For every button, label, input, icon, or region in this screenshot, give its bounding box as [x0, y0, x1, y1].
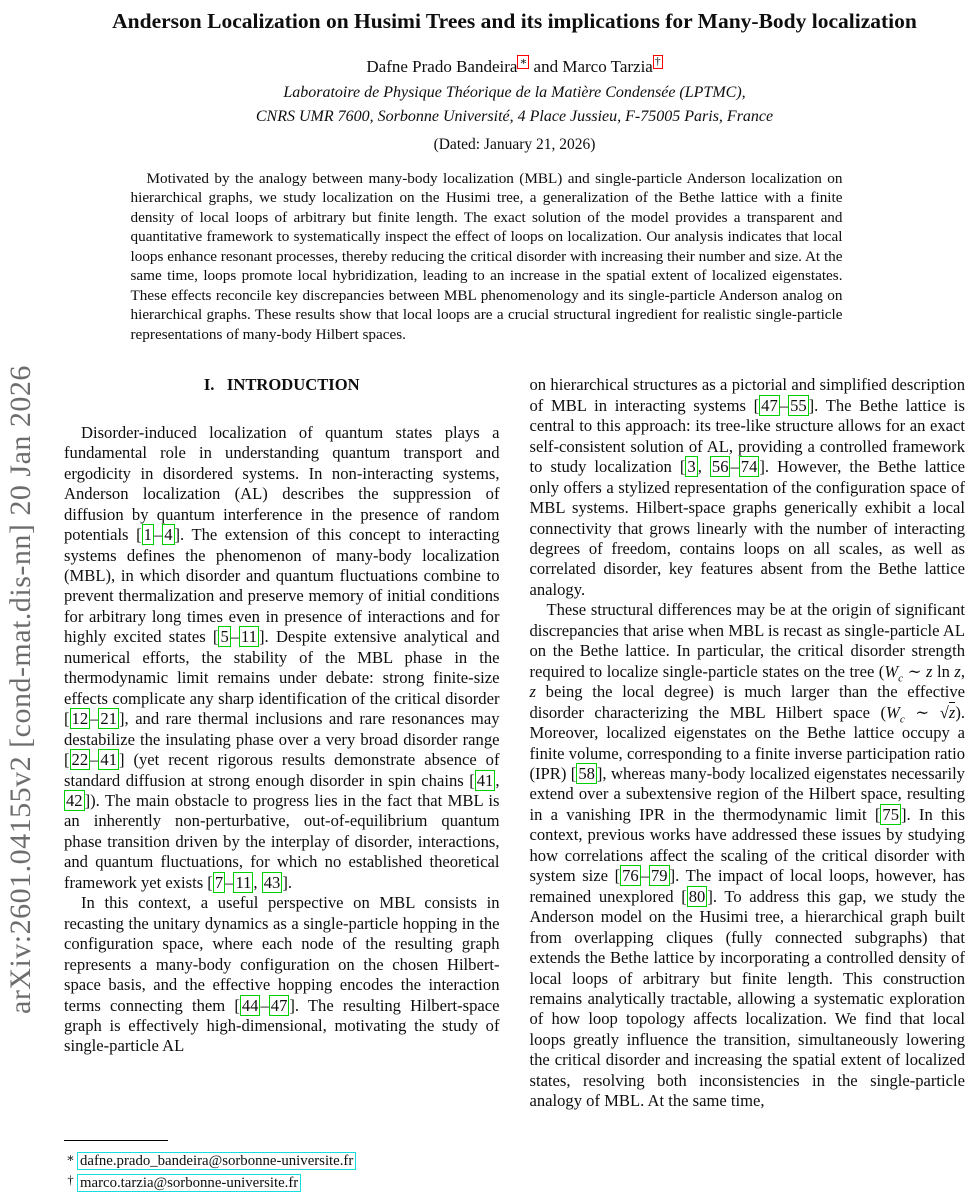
citation-link[interactable]: 47: [270, 995, 288, 1015]
footnote-list: [64, 1150, 500, 1193]
footnote-symbol: †: [67, 1172, 74, 1187]
citation-link[interactable]: 21: [100, 709, 118, 729]
citation-link[interactable]: 56: [711, 457, 729, 477]
paper-header: [64, 0, 965, 154]
email-link[interactable]: dafne.prado_bandeira@sorbonne-universite.fr: [77, 1152, 356, 1170]
citation-link[interactable]: 11: [235, 872, 252, 892]
footnote: [64, 1172, 500, 1194]
citation-link[interactable]: 76: [622, 866, 639, 886]
authors-line: Dafne Prado Bandeira ∗ and Marco Tarzia †: [366, 55, 661, 76]
citation-link[interactable]: 4: [164, 525, 173, 545]
citation-link[interactable]: 74: [740, 457, 758, 477]
section-heading: I. INTRODUCTION: [203, 375, 360, 395]
author-note-link[interactable]: †: [654, 55, 661, 68]
citation-link[interactable]: 3: [687, 457, 696, 477]
citation-link[interactable]: 43: [263, 872, 281, 892]
affiliation-line-1: Laboratoire de Physique Théorique de la Matière Condensée (LPTMC),: [283, 83, 746, 101]
email-link[interactable]: marco.tarzia@sorbonne-universite.fr: [77, 1174, 301, 1192]
citation-link[interactable]: 22: [71, 750, 89, 770]
right-column: [530, 375, 966, 1193]
citation-link[interactable]: 55: [790, 395, 807, 415]
paper-title: Anderson Localization on Husimi Trees and its implications for Many-Body localization: [112, 9, 917, 33]
author-note-link[interactable]: ∗: [519, 55, 528, 68]
two-column-body: [64, 375, 965, 1193]
citation-link[interactable]: 12: [71, 709, 89, 729]
body-paragraph: on hierarchical structures as a pictorial and simplified description of MBL in interacting systems [ 47 – 55 ]. The Bethe lattice is central to this approach: its tree-like structure allows for an exact self-consistent solution of AL, providing a controlled framework to study localization [ 3 , 56 – 74 ]. However, the Bethe lattice only offers a stylized representation of the configuration space of MBL systems. Hilbert-space graphs generically exhibit a local connectivity that grows linearly with the number of interacting degrees of freedom, contains loops on all scales, as well as correlated disorder, key features absent from the Bethe lattice analogy.: [529, 375, 965, 599]
citation-link[interactable]: 1: [143, 525, 152, 545]
citation-link[interactable]: 79: [651, 866, 668, 886]
citation-link[interactable]: 41: [476, 770, 494, 790]
arxiv-watermark: arXiv:2601.04155v2 [cond-mat.dis-nn] 20 Jan 2026: [4, 365, 37, 1014]
left-column: [64, 375, 500, 1193]
citation-link[interactable]: 47: [761, 395, 778, 415]
sqrt-expression: √z: [939, 702, 956, 722]
citation-link[interactable]: 42: [66, 790, 83, 810]
citation-link[interactable]: 44: [241, 995, 259, 1015]
body-paragraph: In this context, a useful perspective on MBL consists in recasting the unitary dynamics as a single-particle hopping in the configuration space, where each node of the resulting graph represents a many-body configuration on the chosen Hilbert-space basis, and the effective hopping encodes the interaction terms connecting them [ 44 – 47 ]. The resulting Hilbert-space graph is effectively high-dimensional, motivating the study of single-particle AL: [64, 893, 500, 1056]
footnote-symbol: ∗: [66, 1150, 75, 1165]
citation-link[interactable]: 58: [578, 763, 595, 783]
abstract: Motivated by the analogy between many-body localization (MBL) and single-particle Anderson localization on hierarchical graphs, we study localization on the Husimi tree, a generalization of the Bethe lattice with a finite density of local loops of arbitrary but finite length. The exact solution of the model provides a transparent and quantitative framework to systematically inspect the effect of loops on localization. Our analysis indicates that local loops enhance resonant processes, thereby reducing the critical disorder with increasing their number and size. At the same time, loops promote local hybridization, leading to an increase in the spatial extent of localized eigenstates. These effects reconcile key discrepancies between MBL phenomenology and its single-particle Anderson analog on hierarchical graphs. These results show that local loops are a crucial structural ingredient for realistic single-particle representations of many-body Hilbert spaces.: [130, 169, 843, 343]
body-paragraph: Disorder-induced localization of quantum states plays a fundamental role in understanding quantum transport and ergodicity in disordered systems. In non-interacting systems, Anderson localization (AL) describes the suppression of diffusion by quantum interference in the presence of random potentials [ 1 – 4 ]. The extension of this concept to interacting systems defines the phenomenon of many-body localization (MBL), in which disorder and quantum fluctuations combine to prevent thermalization and preserve memory of initial conditions for arbitrary long times even in presence of interactions and for highly excited states [ 5 – 11 ]. Despite extensive analytical and numerical efforts, the stability of the MBL phase in the thermodynamic limit remains under debate: strong finite-size effects complicate any sharp identification of the critical disorder [ 12 – 21 ], and rare thermal inclusions and rare resonances may destabilize the insulating phase over a very broad disorder range [ 22 – 41 ] (yet recent rigorous results demonstrate absence of standard diffusion at strong enough disorder in spin chains [ 41 , 42 ]). The main obstacle to progress lies in the fact that MBL is an inherently non-perturbative, out-of-equilibrium quantum phase transition driven by the interplay of disorder, interactions, and quantum fluctuations, for which no established theoretical framework yet exists [ 7 – 11 , 43 ].: [64, 422, 500, 892]
footnote: [64, 1150, 500, 1172]
citation-link[interactable]: 41: [100, 750, 118, 770]
citation-link[interactable]: 75: [882, 804, 899, 824]
affiliation-line-2: CNRS UMR 7600, Sorbonne Université, 4 Place Jussieu, F-75005 Paris, France: [255, 107, 774, 125]
footnote-rule: [64, 1140, 168, 1141]
citation-link[interactable]: 80: [688, 886, 706, 906]
date-line: (Dated: January 21, 2026): [433, 135, 596, 153]
footnote-block: [64, 1140, 500, 1193]
citation-link[interactable]: 5: [220, 627, 229, 647]
citation-link[interactable]: 11: [241, 627, 258, 647]
citation-link[interactable]: 7: [214, 872, 224, 892]
body-paragraph: These structural differences may be at the origin of significant discrepancies that arise when MBL is recast as single-particle AL on the Bethe lattice. In particular, the critical disorder strength required to localize single-particle states on the tree ($W_c$ ∼ z ln z, z being the local degree) is much larger than the effective disorder characterizing the MBL Hilbert space ($W_c$ ∼ √z). Moreover, localized eigenstates on the Bethe lattice occupy a finite volume, corresponding to a finite inverse participation ratio (IPR) [ 58 ], whereas many-body localized eigenstates necessarily extend over a subextensive region of the Hilbert space, resulting in a vanishing IPR in the thermodynamic limit [ 75 ]. In this context, previous works have addressed these issues by studying how correlations affect the scaling of the critical disorder with system size [ 76 – 79 ]. The impact of local loops, however, has remained unexplored [ 80 ]. To address this gap, we study the Anderson model on the Husimi tree, a hierarchical graph built from overlapping cliques (fully connected subgraphs) that extends the Bethe lattice by incorporating a controlled density of local loops of arbitrary but finite length. This construction remains analytically tractable, allowing a systematic exploration of how loop topology affects localization. We find that local loops greatly influence the transition, simultaneously lowering the critical disorder and increasing the spatial extent of localized states, resolving both inconsistencies in the single-particle analogy of MBL. At the same time,: [529, 600, 965, 1111]
